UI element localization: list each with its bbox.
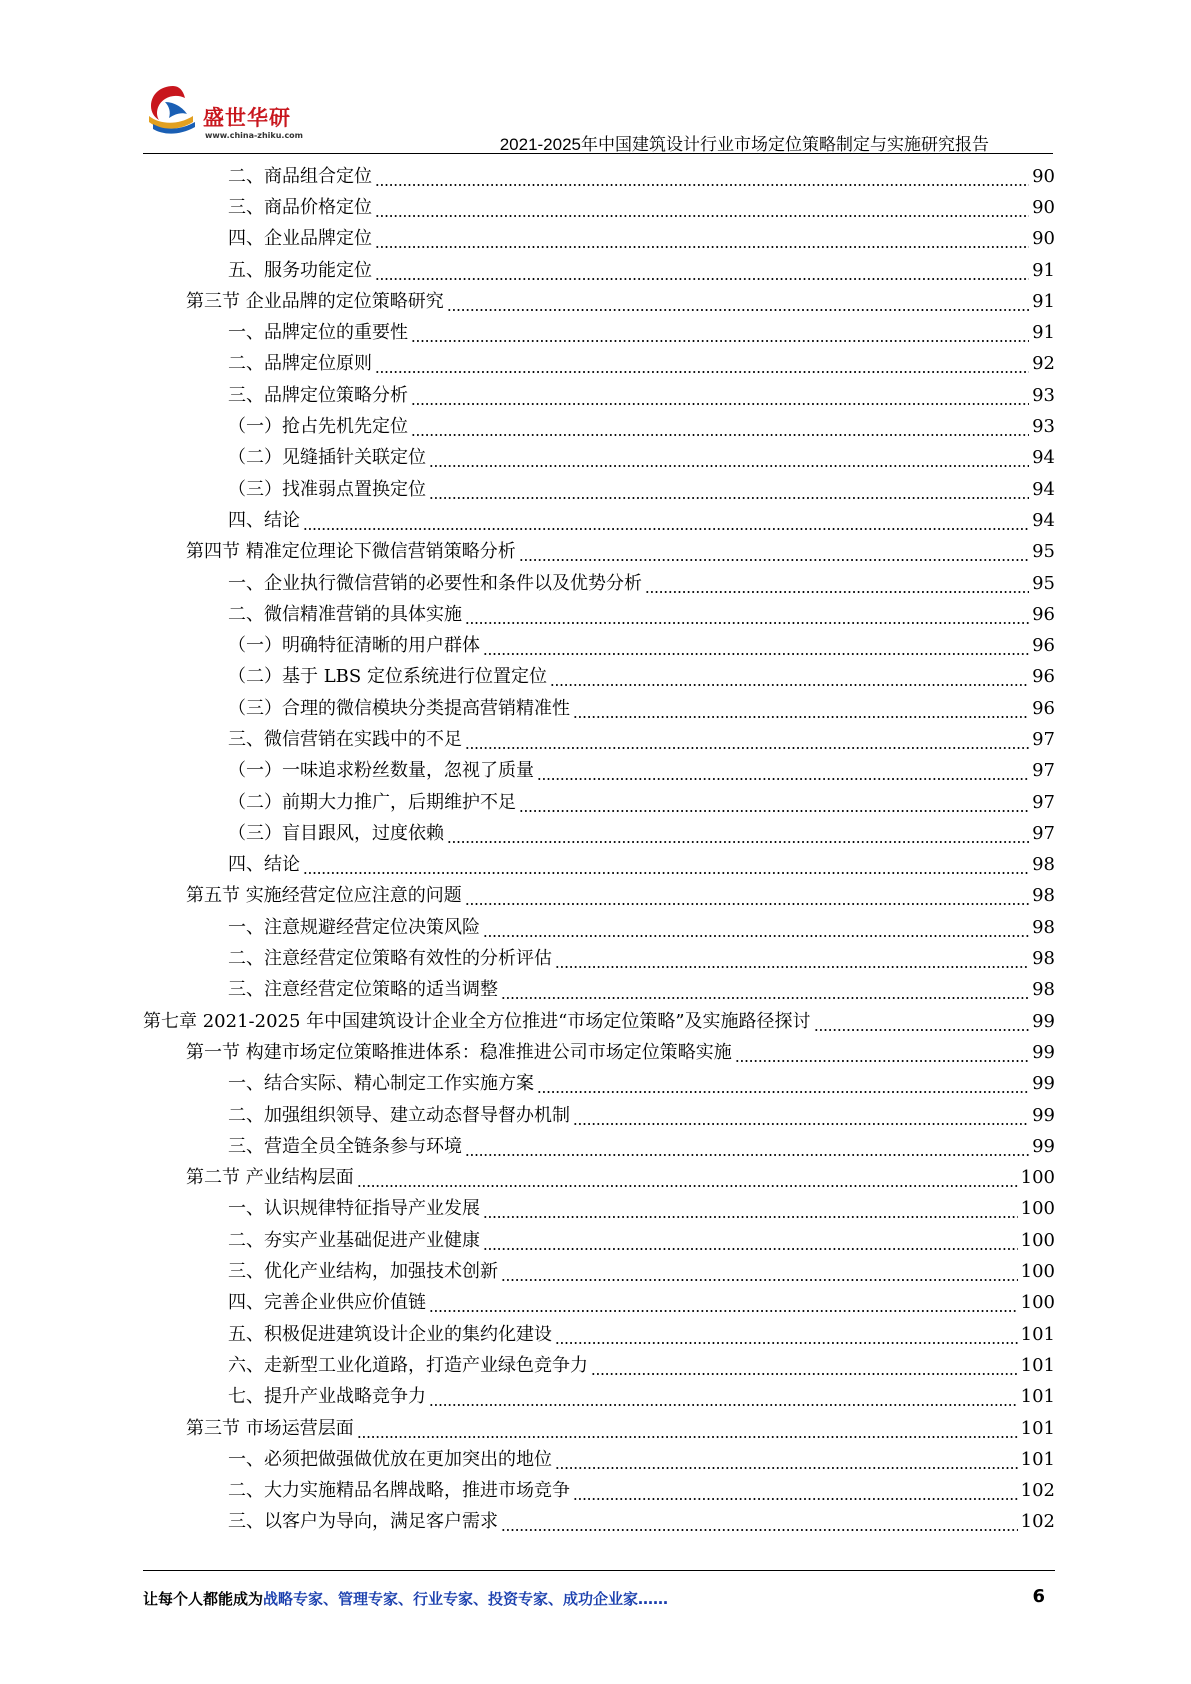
toc-dot-leader [465,1137,1029,1157]
page-footer [143,1586,1055,1612]
toc-entry-page: 97 [1032,822,1055,844]
report-title: 2021-2025年中国建筑设计行业市场定位策略制定与实施研究报告 [499,135,989,154]
toc-dot-leader [429,1387,1018,1407]
toc-entry[interactable] [143,975,1055,1006]
toc-dot-leader [303,855,1029,875]
toc-entry-title: 五、服务功能定位 [228,259,372,281]
toc-entry-title: （三）合理的微信模块分类提高营销精准性 [228,697,570,719]
toc-entry-page: 97 [1032,760,1055,782]
toc-entry[interactable] [143,1413,1055,1444]
toc-entry[interactable] [143,224,1055,255]
toc-entry-page: 94 [1032,447,1055,469]
toc-entry-page: 98 [1032,854,1055,876]
toc-entry-title: 三、优化产业结构，加强技术创新 [228,1261,498,1283]
toc-entry[interactable] [143,1350,1055,1381]
toc-entry-title: 三、注意经营定位策略的适当调整 [228,979,498,1001]
toc-entry[interactable] [143,662,1055,693]
toc-dot-leader [375,167,1029,187]
toc-entry-title: 第四节 精准定位理论下微信营销策略分析 [186,541,516,563]
logo-emblem-icon [143,80,207,136]
toc-entry-page: 99 [1032,1073,1055,1095]
toc-entry-page: 91 [1032,259,1055,281]
toc-dot-leader [303,511,1029,531]
toc-dot-leader [429,448,1029,468]
toc-dot-leader [411,386,1029,406]
toc-entry-title: 三、品牌定位策略分析 [228,384,408,406]
toc-entry-title: 第三节 企业品牌的定位策略研究 [186,290,444,312]
toc-dot-leader [501,980,1029,1000]
toc-entry-title: 二、大力实施精品名牌战略，推进市场竞争 [228,1480,570,1502]
toc-dot-leader [519,793,1029,813]
page-number: 6 [1032,1586,1045,1607]
toc-entry-page: 102 [1020,1480,1055,1502]
footer-slogan-highlight: 战略专家、管理专家、行业专家、投资专家、成功企业家…… [263,1590,669,1608]
toc-entry-title: （二）基于 LBS 定位系统进行位置定位 [228,666,547,688]
toc-entry-title: 三、以客户为导向，满足客户需求 [228,1511,498,1533]
toc-entry[interactable] [143,161,1055,192]
toc-entry[interactable] [143,568,1055,599]
toc-entry-title: 四、企业品牌定位 [228,228,372,250]
toc-dot-leader [357,1168,1018,1188]
toc-entry-page: 101 [1020,1354,1055,1376]
toc-entry[interactable] [143,1131,1055,1162]
toc-entry-title: 二、微信精准营销的具体实施 [228,603,462,625]
toc-entry-title: 六、走新型工业化道路，打造产业绿色竞争力 [228,1354,588,1376]
toc-entry-page: 94 [1032,478,1055,500]
toc-entry-title: 三、营造全员全链条参与环境 [228,1135,462,1157]
toc-entry-page: 97 [1032,728,1055,750]
toc-entry-title: 一、企业执行微信营销的必要性和条件以及优势分析 [228,572,642,594]
toc-entry-title: 第一节 构建市场定位策略推进体系：稳准推进公司市场定位策略实施 [186,1041,732,1063]
toc-dot-leader [735,1043,1029,1063]
page-header [143,80,1053,154]
toc-dot-leader [375,261,1029,281]
toc-entry-title: 四、结论 [228,854,300,876]
toc-entry-page: 100 [1020,1167,1055,1189]
toc-entry[interactable] [143,630,1055,661]
toc-entry-page: 99 [1032,1041,1055,1063]
toc-entry[interactable] [143,537,1055,568]
toc-entry[interactable] [143,1163,1055,1194]
toc-entry-title: 一、必须把做强做优放在更加突出的地位 [228,1448,552,1470]
toc-entry[interactable] [143,756,1055,787]
toc-dot-leader [555,1325,1018,1345]
toc-entry-title: 二、品牌定位原则 [228,353,372,375]
toc-entry-page: 99 [1032,1135,1055,1157]
toc-entry-title: 三、商品价格定位 [228,196,372,218]
toc-entry-title: （二）见缝插针关联定位 [228,447,426,469]
toc-entry-page: 93 [1032,384,1055,406]
table-of-contents [143,161,1055,1538]
toc-dot-leader [573,1106,1029,1126]
toc-entry[interactable] [143,286,1055,317]
toc-entry-page: 101 [1020,1448,1055,1470]
toc-entry-page: 96 [1032,666,1055,688]
toc-entry-page: 93 [1032,416,1055,438]
toc-dot-leader [483,1231,1018,1251]
toc-entry-title: （三）盲目跟风，过度依赖 [228,822,444,844]
logo-text: 盛世华研 [203,106,291,130]
toc-dot-leader [375,229,1029,249]
toc-entry[interactable] [143,724,1055,755]
toc-entry-page: 102 [1020,1511,1055,1533]
toc-entry[interactable] [143,349,1055,380]
toc-dot-leader [814,1012,1030,1032]
toc-dot-leader [465,886,1029,906]
toc-dot-leader [483,1199,1018,1219]
toc-dot-leader [537,761,1029,781]
toc-dot-leader [555,1450,1018,1470]
toc-entry-page: 94 [1032,509,1055,531]
toc-dot-leader [375,354,1029,374]
toc-entry-page: 101 [1020,1323,1055,1345]
toc-entry-title: （一）抢占先机先定位 [228,416,408,438]
toc-entry-page: 92 [1032,353,1055,375]
toc-dot-leader [573,1481,1018,1501]
toc-dot-leader [429,480,1029,500]
toc-entry[interactable] [143,1256,1055,1287]
toc-entry[interactable] [143,505,1055,536]
toc-entry-title: 一、品牌定位的重要性 [228,322,408,344]
toc-dot-leader [465,730,1029,750]
toc-dot-leader [573,699,1029,719]
toc-dot-leader [519,542,1029,562]
toc-entry-page: 100 [1020,1261,1055,1283]
toc-entry-page: 98 [1032,916,1055,938]
toc-entry[interactable] [143,943,1055,974]
toc-entry-title: 二、夯实产业基础促进产业健康 [228,1229,480,1251]
toc-entry-title: 第五节 实施经营定位应注意的问题 [186,885,462,907]
toc-entry[interactable] [143,787,1055,818]
toc-entry-page: 90 [1032,196,1055,218]
toc-entry[interactable] [143,1225,1055,1256]
toc-entry[interactable] [143,192,1055,223]
toc-entry-title: 一、结合实际、精心制定工作实施方案 [228,1073,534,1095]
toc-entry-title: 二、注意经营定位策略有效性的分析评估 [228,948,552,970]
toc-dot-leader [411,417,1029,437]
toc-entry-title: 第三节 市场运营层面 [186,1417,354,1439]
footer-divider [143,1570,1055,1571]
toc-entry[interactable] [143,1037,1055,1068]
toc-entry[interactable] [143,818,1055,849]
toc-entry-page: 91 [1032,322,1055,344]
toc-entry[interactable] [143,1194,1055,1225]
toc-entry-title: 四、完善企业供应价值链 [228,1292,426,1314]
toc-entry-page: 101 [1020,1386,1055,1408]
toc-entry-page: 96 [1032,635,1055,657]
toc-entry-page: 91 [1032,290,1055,312]
toc-entry[interactable] [143,850,1055,881]
toc-entry[interactable] [143,1006,1055,1037]
toc-dot-leader [645,574,1029,594]
toc-entry-title: 五、积极促进建筑设计企业的集约化建设 [228,1323,552,1345]
toc-entry-page: 101 [1020,1417,1055,1439]
toc-entry[interactable] [143,912,1055,943]
toc-entry-page: 100 [1020,1292,1055,1314]
toc-entry[interactable] [143,255,1055,286]
logo-url: www.china-zhiku.com [205,131,304,140]
toc-entry-page: 99 [1032,1010,1055,1032]
toc-dot-leader [375,198,1029,218]
toc-dot-leader [483,918,1029,938]
footer-slogan [143,1588,668,1609]
toc-entry-title: 七、提升产业战略竞争力 [228,1386,426,1408]
toc-entry-page: 100 [1020,1229,1055,1251]
toc-entry[interactable] [143,1444,1055,1475]
toc-dot-leader [483,636,1029,656]
toc-entry-title: 一、认识规律特征指导产业发展 [228,1198,480,1220]
toc-dot-leader [537,1074,1029,1094]
toc-entry[interactable] [143,599,1055,630]
toc-dot-leader [411,323,1029,343]
toc-dot-leader [429,1293,1018,1313]
toc-entry-title: 二、商品组合定位 [228,165,372,187]
toc-entry-title: 二、加强组织领导、建立动态督导督办机制 [228,1104,570,1126]
toc-entry-title: （一）明确特征清晰的用户群体 [228,635,480,657]
toc-entry-page: 96 [1032,697,1055,719]
toc-entry[interactable] [143,1319,1055,1350]
toc-entry-page: 97 [1032,791,1055,813]
toc-entry-title: 第二节 产业结构层面 [186,1167,354,1189]
toc-dot-leader [447,292,1029,312]
toc-entry[interactable] [143,380,1055,411]
toc-dot-leader [465,605,1029,625]
toc-entry-page: 95 [1032,541,1055,563]
toc-entry-title: 一、注意规避经营定位决策风险 [228,916,480,938]
toc-entry[interactable] [143,881,1055,912]
toc-entry-page: 98 [1032,885,1055,907]
toc-dot-leader [501,1262,1018,1282]
toc-entry-title: 三、微信营销在实践中的不足 [228,728,462,750]
toc-entry[interactable] [143,1069,1055,1100]
footer-slogan-prefix: 让每个人都能成为 [143,1590,264,1608]
toc-entry[interactable] [143,1382,1055,1413]
toc-entry-page: 96 [1032,603,1055,625]
toc-entry-title: 第七章 2021-2025 年中国建筑设计企业全方位推进“市场定位策略”及实施路径探讨 [143,1010,811,1032]
toc-entry[interactable] [143,1288,1055,1319]
toc-entry[interactable] [143,693,1055,724]
toc-entry-title: （一）一味追求粉丝数量，忽视了质量 [228,760,534,782]
toc-entry-title: （二）前期大力推广，后期维护不足 [228,791,516,813]
toc-entry-page: 98 [1032,979,1055,1001]
toc-entry-page: 98 [1032,948,1055,970]
toc-dot-leader [550,667,1029,687]
toc-dot-leader [447,824,1029,844]
company-logo [143,80,323,144]
toc-entry[interactable] [143,317,1055,348]
toc-entry-page: 95 [1032,572,1055,594]
header-divider [143,153,1053,154]
toc-dot-leader [357,1419,1018,1439]
toc-dot-leader [501,1512,1018,1532]
toc-entry-title: 四、结论 [228,509,300,531]
toc-dot-leader [591,1356,1018,1376]
toc-entry-title: （三）找准弱点置换定位 [228,478,426,500]
toc-entry[interactable] [143,1475,1055,1506]
toc-dot-leader [555,949,1029,969]
toc-entry-page: 90 [1032,165,1055,187]
toc-entry[interactable] [143,443,1055,474]
toc-entry-page: 99 [1032,1104,1055,1126]
toc-entry[interactable] [143,411,1055,442]
toc-entry[interactable] [143,1507,1055,1538]
toc-entry-page: 100 [1020,1198,1055,1220]
toc-entry[interactable] [143,1100,1055,1131]
toc-entry-page: 90 [1032,228,1055,250]
toc-entry[interactable] [143,474,1055,505]
